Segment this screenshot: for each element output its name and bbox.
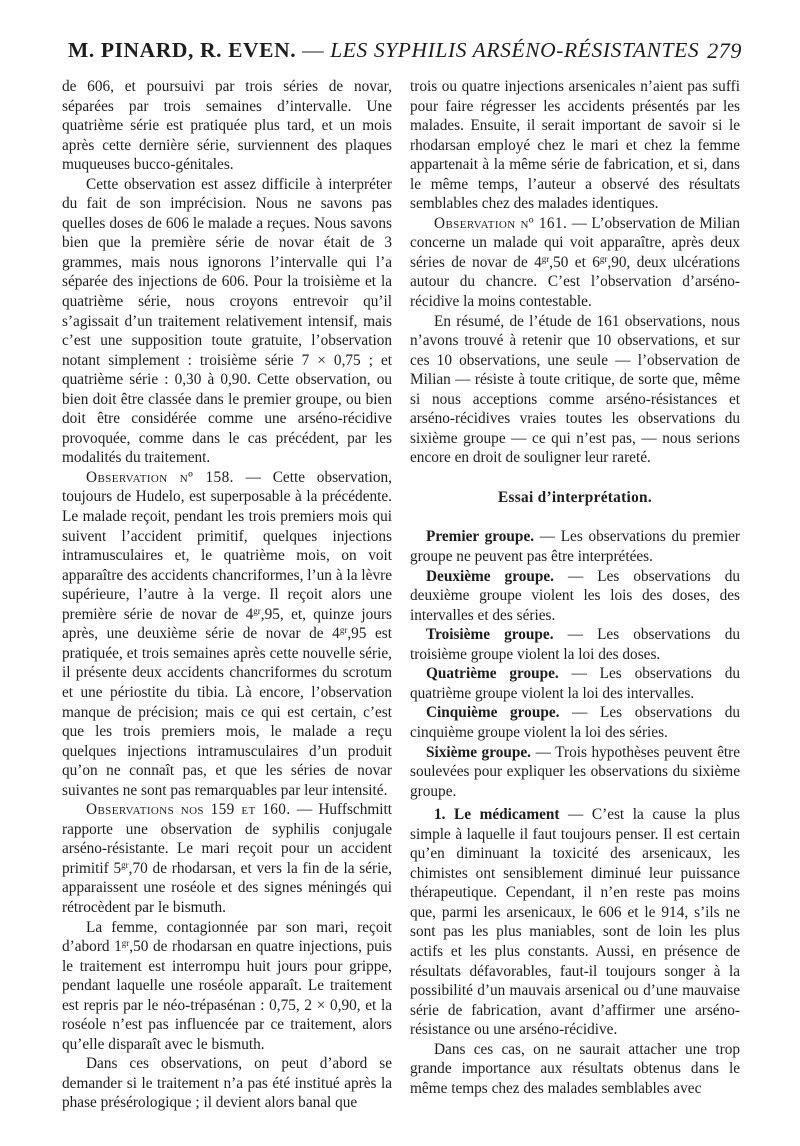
paragraph-observation-159-160: Observations nos 159 et 160. — Huffschmitt rapporte une observation de syphilis conjugale arséno-résistante. Le mari reçoit pour un accident primitif $5^{gr},70$ de rhodarsan, et vers la fin de la série, apparaissent une roséole et des signes méningés qui rétrocèdent par le bismuth. [62, 801, 392, 916]
observation-label: Observations nos 159 et 160. [86, 801, 291, 819]
group-label: Premier groupe. [426, 528, 535, 546]
group-label: Troisième groupe. [426, 626, 554, 644]
paragraph-summary: En résumé, de l’étude de 161 observations, nous n’avons trouvé à retenir que 10 observations, et sur ces 10 observations, une seule — l’observation de Milian — résiste à toute critique, de sorte que, même si nous acceptions comme arséno-résistances et arséno-récidives vraies toutes les observations du sixième groupe — ce qui n’est pas, — nous serions encore en droit de souligner leur rareté. [410, 312, 740, 467]
header-title: LES SYPHILIS ARSÉNO-RÉSISTANTES [330, 38, 700, 62]
paragraph: La femme, contagionnée par son mari, reçoit d’abord $1^{gr},50$ de rhodarsan en quatre injections, puis le traitement est interrompu huit jours pour grippe, pendant laquelle une roséole apparaît. Le traitement est repris par le néo-trépasénan : 0,75, 2 × 0,90, et la roséole n’est pas influencée par ce traitement, alors qu’elle disparaît avec le bismuth. [62, 918, 393, 1053]
group-paragraph: Cinquième groupe. — Les observations du cinquième groupe violent la loi des séries. [410, 704, 740, 741]
paragraph: Cette observation est assez difficile à interpréter du fait de son imprécision. Nous ne savons pas quelles doses de 606 le malade a reçues. Nous savons bien que la première série de novar était de 3 grammes, mais nous ignorons l’intervalle qui l’a séparée des injections de 606. Pour la troisième et la quatrième série, nous croyons entrevoir qu’il s’agissait d’un traitement relativement intensif, mais c’est une supposition toute gratuite, l’observation notant simplement : troisième série 7 × 0,75 ; et quatrième série : 0,30 à 0,90. Cette observation, ou bien doit être classée dans le premier groupe, ou bien doit être considérée comme une arséno-récidive provoquée, comme dans le cas précédent, par les modalités du traitement. [62, 175, 392, 467]
group-label: Quatrième groupe. [426, 665, 559, 683]
group-paragraph: Troisième groupe. — Les observations du troisième groupe violent la loi des doses. [410, 626, 740, 663]
paragraph-observation-161: Observation nº 161. — L’observation de Milian concerne un malade qui voit apparaître, après deux séries de novar de $4^{gr},50$ et $6^{gr},90$, deux ulcérations autour du chancre. C’est l’observation d’arséno-récidive la moins contestable. [410, 214, 740, 311]
running-header [68, 38, 742, 78]
group-paragraph: Premier groupe. — Les observations du premier groupe ne peuvent pas être interprétées. [410, 528, 740, 566]
group-paragraph: Deuxième groupe. — Les observations du deuxième groupe violent les lois des doses, des intervalles et des séries. [410, 567, 740, 624]
header-dash: — [296, 38, 331, 62]
group-paragraph: Quatrième groupe. — Les observations du quatrième groupe violent la loi des intervalles. [410, 665, 740, 702]
section-heading: Essai d’interprétation. [498, 488, 652, 506]
observation-label: Observation nº 158. [86, 468, 234, 486]
paragraph: Dans ces observations, on peut d’abord se demander si le traitement n’a pas été institué après la phase présérologique ; il devient alors banal que [62, 1055, 392, 1112]
header-authors: M. PINARD, R. EVEN. [68, 38, 297, 62]
hypothesis-paragraph: 1. Le médicament — C’est la cause la plus simple à laquelle il faut toujours penser. Il est certain qu’en diminuant la toxicité des arsenicaux, les chimistes ont sensiblement diminué leur puissance thérapeutique. Cependant, il n’en reste pas moins que, parmi les arsenicaux, le 606 et le 914, s’ils ne sont pas les plus maniables, sont de loin les plus actifs et les plus constants. Aussi, en présence de résultats défavorables, faut-il toujours songer à la possibilité d’un mauvais arsenical ou d’une mauvaise série de fabrication, avant d’affirmer une arséno-résistance ou une arséno-récidive. [410, 806, 740, 1039]
observation-label: Observation nº 161. [434, 214, 568, 232]
group-label: Cinquième groupe. [426, 704, 560, 722]
paragraph: de 606, et poursuivi par trois séries de novar, séparées par trois semaines d’intervalle. Une quatrième série est pratiquée plus tard, et un mois après cette dernière série, surviennent des plaques muqueuses bucco-génitales. [62, 78, 392, 174]
group-label: Deuxième groupe. [426, 567, 554, 585]
left-column [62, 77, 392, 1113]
right-column [410, 77, 740, 1098]
hypothesis-label: 1. Le médicament [434, 806, 560, 824]
paragraph: trois ou quatre injections arsenicales n’aient pas suffi pour faire régresser les accidents présentés par les malades. Ensuite, il serait important de savoir si le rhodarsan employé chez le mari et chez la femme appartenait à la même série de fabrication, et si, dans le même temps, l’auteur a observé des résultats semblables chez des malades identiques. [410, 78, 740, 213]
paragraph-observation-158: Observation nº 158. — Cette observation, toujours de Hudelo, est superposable à la précédente. Le malade reçoit, pendant les trois premiers mois qui suivent l’accident primitif, quelques injections intramusculaires et, le quatrième mois, on voit apparaître des accidents chancriformes, l’un à la lèvre supérieure, l’autre à la verge. Il reçoit alors une première série de novar de $4^{gr},95$, et, quinze jours après, une deuxième série de novar de $4^{gr},95$ est pratiquée, et trois semaines après cette nouvelle série, il présente deux accidents chancriformes du scrotum et une périostite du tibia. Là encore, l’observation manque de précision; mais ce qui est certain, c’est que les trois premiers mois, le malade a reçu quelques injections intramusculaires d’un produit qu’on ne connaît pas, et que les séries de novar suivantes ne sont pas remarquables par leur intensité. [62, 468, 392, 799]
group-label: Sixième groupe. [426, 743, 531, 761]
paragraph: Dans ces cas, on ne saurait attacher une trop grande importance aux résultats obtenus dans le même temps chez des malades semblables avec [410, 1040, 740, 1097]
group-paragraph: Sixième groupe. — Trois hypothèses peuvent être soulevées pour expliquer les observations du sixième groupe. [410, 743, 740, 800]
page-number: 279 [707, 38, 742, 63]
